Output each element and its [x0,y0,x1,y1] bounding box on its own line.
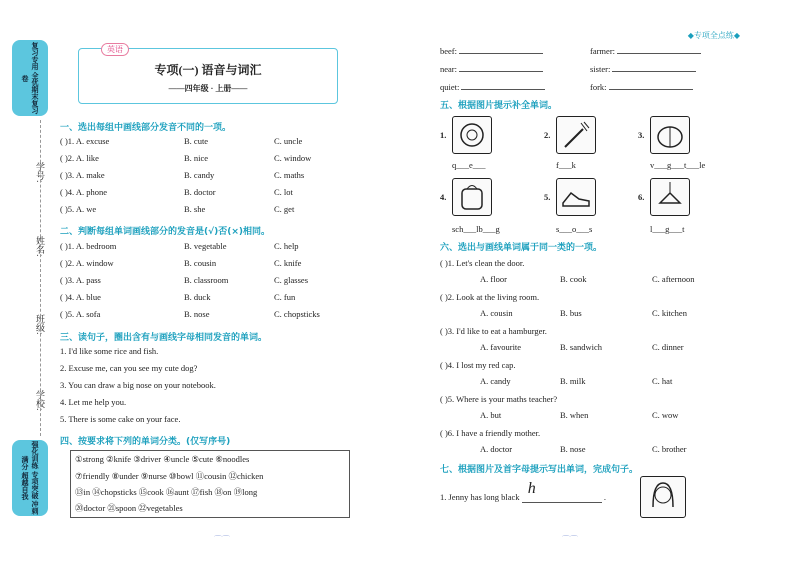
word-bank-line: ⑦friendly ⑧under ⑨nurse ⑩bowl ⑪cousin ⑫chicken [75,471,264,481]
question: ( )3. A. make [60,170,105,180]
question: ( )5. Where is your maths teacher? [440,394,558,404]
option-b: B. cousin [184,258,217,268]
option-b: B. doctor [184,187,216,197]
option-c: C. kitchen [652,308,687,318]
word-hint: s___o___s [556,224,593,234]
section-5-title: 五、根据图片提示补全单词。 [440,101,558,111]
option-c: C. window [274,153,312,163]
option-c: C. chopsticks [274,309,320,319]
section-7-sentence [440,480,606,503]
girl-picture [640,476,686,518]
question: ( )6. I have a friendly mother. [440,428,541,438]
word-label: farmer: [590,46,616,56]
question: ( )2. A. like [60,153,99,163]
question: ( )5. A. we [60,204,97,214]
option-b: B. classroom [184,275,229,285]
item-number: 6. [638,192,645,202]
option-b: B. she [184,204,206,214]
sentence-text: 1. Jenny has long black [440,492,520,502]
option-c: C. afternoon [652,274,695,284]
option-b: B. nose [184,309,210,319]
sentence: 2. Excuse me, can you see my cute dog? [60,363,198,373]
question: ( )3. A. pass [60,275,101,285]
option-b: B. when [560,410,589,420]
sentence: 5. There is some cake on your face. [60,414,181,424]
page-subtitle: ——四年级 · 上册—— [168,84,248,93]
option-c: C. uncle [274,136,303,146]
option-a: A. but [480,410,502,420]
question: ( )5. A. sofa [60,309,101,319]
option-c: C. knife [274,258,302,268]
sentence: 1. I'd like some rice and fish. [60,346,159,356]
option-b: B. vegetable [184,241,227,251]
section-7-title: 七、根据图片及首字母提示写出单词，完成句子。 [440,465,639,475]
option-a: A. doctor [480,444,513,454]
section-2-title: 二、判断每组单词画线部分的发音是(√)否(×)相同。 [60,227,270,237]
option-c: C. wow [652,410,679,420]
word-hint: sch___lb___g [452,224,500,234]
option-c: C. get [274,204,295,214]
class-field[interactable]: 班级: [35,314,45,335]
section-3-title: 三、读句子，圈出含有与画线字母相同发音的单词。 [60,333,268,343]
quilt-icon [453,117,491,153]
option-c: C. help [274,241,299,251]
option-a: A. cousin [480,308,513,318]
binding-line [40,120,42,436]
option-b: B. bus [560,308,582,318]
answer-line[interactable] [609,89,693,90]
option-b: B. candy [184,170,215,180]
word-hint: q___e___ [452,160,486,170]
sidebar-bottom-tab: 强化训练 专项突破 冲刺满分 超越自我 [12,440,48,516]
answer-line[interactable] [461,89,545,90]
sidebar-top-tab: 复习专用 全优期末复习卷 [12,40,48,116]
right-page [440,38,750,518]
corner-label: ◆专项全点练◆ [687,31,740,40]
question: ( )4. I lost my red cap. [440,360,516,370]
word-label: near: [440,64,457,74]
word-bank-line: ⑬in ⑭chopsticks ⑮cook ⑯aunt ⑰fish ⑱on ⑲long [75,487,258,497]
question: ( )1. Let's clean the door. [440,258,525,268]
first-letter-hint: h [527,480,536,497]
vegetable-picture [650,116,690,154]
word-bank-line: ①strong ②knife ③driver ④uncle ⑤cute ⑥noodles [75,454,250,464]
word-hint: l___g___t [650,224,685,234]
quilt-picture [452,116,492,154]
option-a: A. favourite [480,342,522,352]
schoolbag-icon [453,179,491,215]
option-c: C. maths [274,170,305,180]
left-page [60,40,350,520]
shoes-picture [556,178,596,216]
answer-line[interactable] [459,53,543,54]
question: ( )4. A. blue [60,292,101,302]
schoolbag-picture [452,178,492,216]
question: ( )1. A. bedroom [60,241,117,251]
option-b: B. milk [560,376,586,386]
question: ( )2. A. window [60,258,114,268]
section-4-title: 四、按要求将下列的单词分类。(仅写序号) [60,437,231,447]
option-c: C. hat [652,376,673,386]
question: ( )3. I'd like to eat a hamburger. [440,326,547,336]
sentence-end: . [603,492,606,502]
shoes-icon [557,179,595,215]
option-c: C. lot [274,187,293,197]
word-bank-line: ⑳doctor ㉑spoon ㉒vegetables [75,503,183,513]
option-b: B. cook [560,274,587,284]
question: ( )4. A. phone [60,187,107,197]
header-box [78,45,338,104]
option-c: C. fun [274,292,296,302]
answer-line[interactable] [612,71,696,72]
word-hint: v___g___t___le [650,160,706,170]
word-hint: f___k [556,160,576,170]
lamp-icon [651,179,689,215]
word-label: sister: [590,64,611,74]
fork-icon [557,117,595,153]
answer-line[interactable] [617,53,701,54]
item-number: 1. [440,130,447,140]
option-b: B. nose [560,444,586,454]
option-b: B. cute [184,136,209,146]
option-b: B. sandwich [560,342,603,352]
light-picture [650,178,690,216]
sidebar [12,40,48,516]
option-b: B. duck [184,292,211,302]
answer-line[interactable] [522,480,602,503]
page-ornament: ⌒⌒ [562,535,578,544]
name-field[interactable]: 姓名: [35,236,45,257]
girl-icon [641,477,685,517]
option-c: C. dinner [652,342,684,352]
option-b: B. nice [184,153,209,163]
option-c: C. brother [652,444,687,454]
word-bank-box [70,450,350,518]
answer-line[interactable] [459,71,543,72]
question: ( )2. Look at the living room. [440,292,540,302]
section-1-title: 一、选出每组中画线部分发音不同的一项。 [60,123,232,133]
item-number: 3. [638,130,645,140]
option-a: A. candy [480,376,511,386]
sentence: 4. Let me help you. [60,397,127,407]
question: ( )1. A. excuse [60,136,110,146]
subject-badge: 英语 [101,43,129,56]
fork-picture [556,116,596,154]
word-label: quiet: [440,82,460,92]
item-number: 4. [440,192,447,202]
item-number: 2. [544,130,551,140]
option-c: C. glasses [274,275,308,285]
page-title: 专项(一) 语音与词汇 [154,63,262,77]
page-ornament: ⌒⌒ [214,535,230,544]
word-label: beef: [440,46,457,56]
option-a: A. floor [480,274,507,284]
sentence: 3. You can draw a big nose on your notebook. [60,380,216,390]
cabbage-icon [651,117,689,153]
school-field[interactable]: 学校: [35,390,45,411]
section-6-title: 六、选出与画线单词属于同一类的一项。 [440,243,603,253]
item-number: 5. [544,192,551,202]
student-number-field[interactable]: 学号: [35,162,45,183]
word-label: fork: [590,82,607,92]
